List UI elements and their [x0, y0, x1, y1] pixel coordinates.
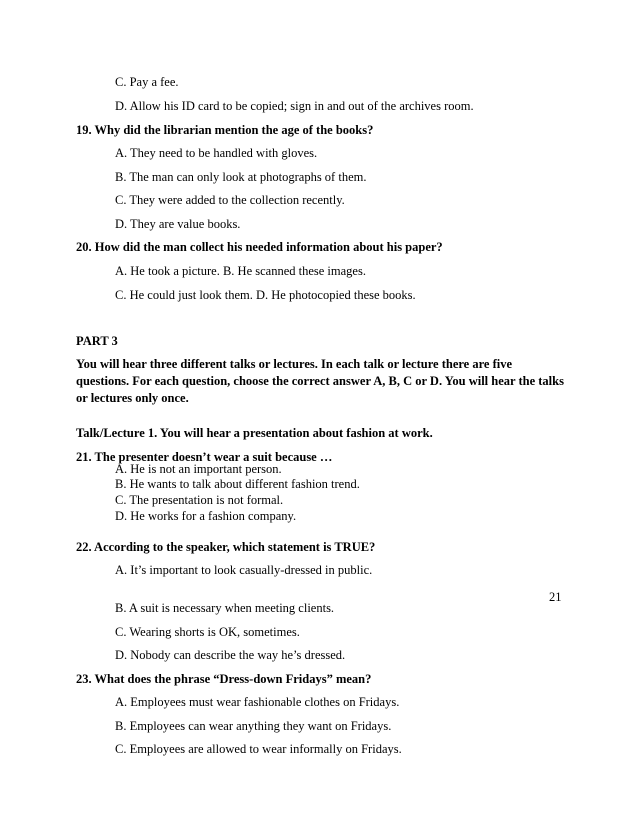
q23-question: 23. What does the phrase “Dress-down Fridays” mean?: [76, 672, 372, 686]
q20-question: 20. How did the man collect his needed information about his paper?: [76, 240, 443, 254]
q23-option-c: C. Employees are allowed to wear informally on Fridays.: [115, 742, 402, 756]
q21-option-a: A. He is not an important person.: [115, 462, 282, 476]
talk1-heading: Talk/Lecture 1. You will hear a presentation about fashion at work.: [76, 426, 433, 440]
q21-option-b: B. He wants to talk about different fashion trend.: [115, 477, 360, 491]
page-number: 21: [549, 590, 562, 604]
q18-option-d: D. Allow his ID card to be copied; sign in and out of the archives room.: [115, 99, 474, 113]
q20-option-ab: A. He took a picture. B. He scanned these images.: [115, 264, 366, 278]
q19-option-b: B. The man can only look at photographs of them.: [115, 170, 367, 184]
q21-option-c: C. The presentation is not formal.: [115, 493, 284, 507]
q21-option-d: D. He works for a fashion company.: [115, 509, 297, 523]
q19-option-c: C. They were added to the collection recently.: [115, 193, 345, 207]
q22-option-c: C. Wearing shorts is OK, sometimes.: [115, 625, 300, 639]
q20-option-cd: C. He could just look them. D. He photocopied these books.: [115, 288, 416, 302]
q22-option-b: B. A suit is necessary when meeting clients.: [115, 601, 335, 615]
q22-option-d: D. Nobody can describe the way he’s dressed.: [115, 648, 346, 662]
q23-option-b: B. Employees can wear anything they want on Fridays.: [115, 719, 392, 733]
q23-option-a: A. Employees must wear fashionable clothes on Fridays.: [115, 695, 400, 709]
q18-option-c: C. Pay a fee.: [115, 75, 179, 89]
q22-option-a: A. It’s important to look casually-dressed in public.: [115, 563, 373, 577]
q19-option-d: D. They are value books.: [115, 217, 241, 231]
q19-option-a: A. They need to be handled with gloves.: [115, 146, 318, 160]
q22-question: 22. According to the speaker, which statement is TRUE?: [76, 540, 376, 554]
q19-question: 19. Why did the librarian mention the age of the books?: [76, 123, 374, 137]
part3-instructions: You will hear three different talks or lectures. In each talk or lecture there are five questions. For each question, choose the correct answer A, B, C or D. You will hear the talks or lectures only once.: [76, 357, 564, 405]
part3-heading: PART 3: [76, 334, 118, 348]
q21-question: 21. The presenter doesn’t wear a suit because …: [76, 450, 333, 464]
